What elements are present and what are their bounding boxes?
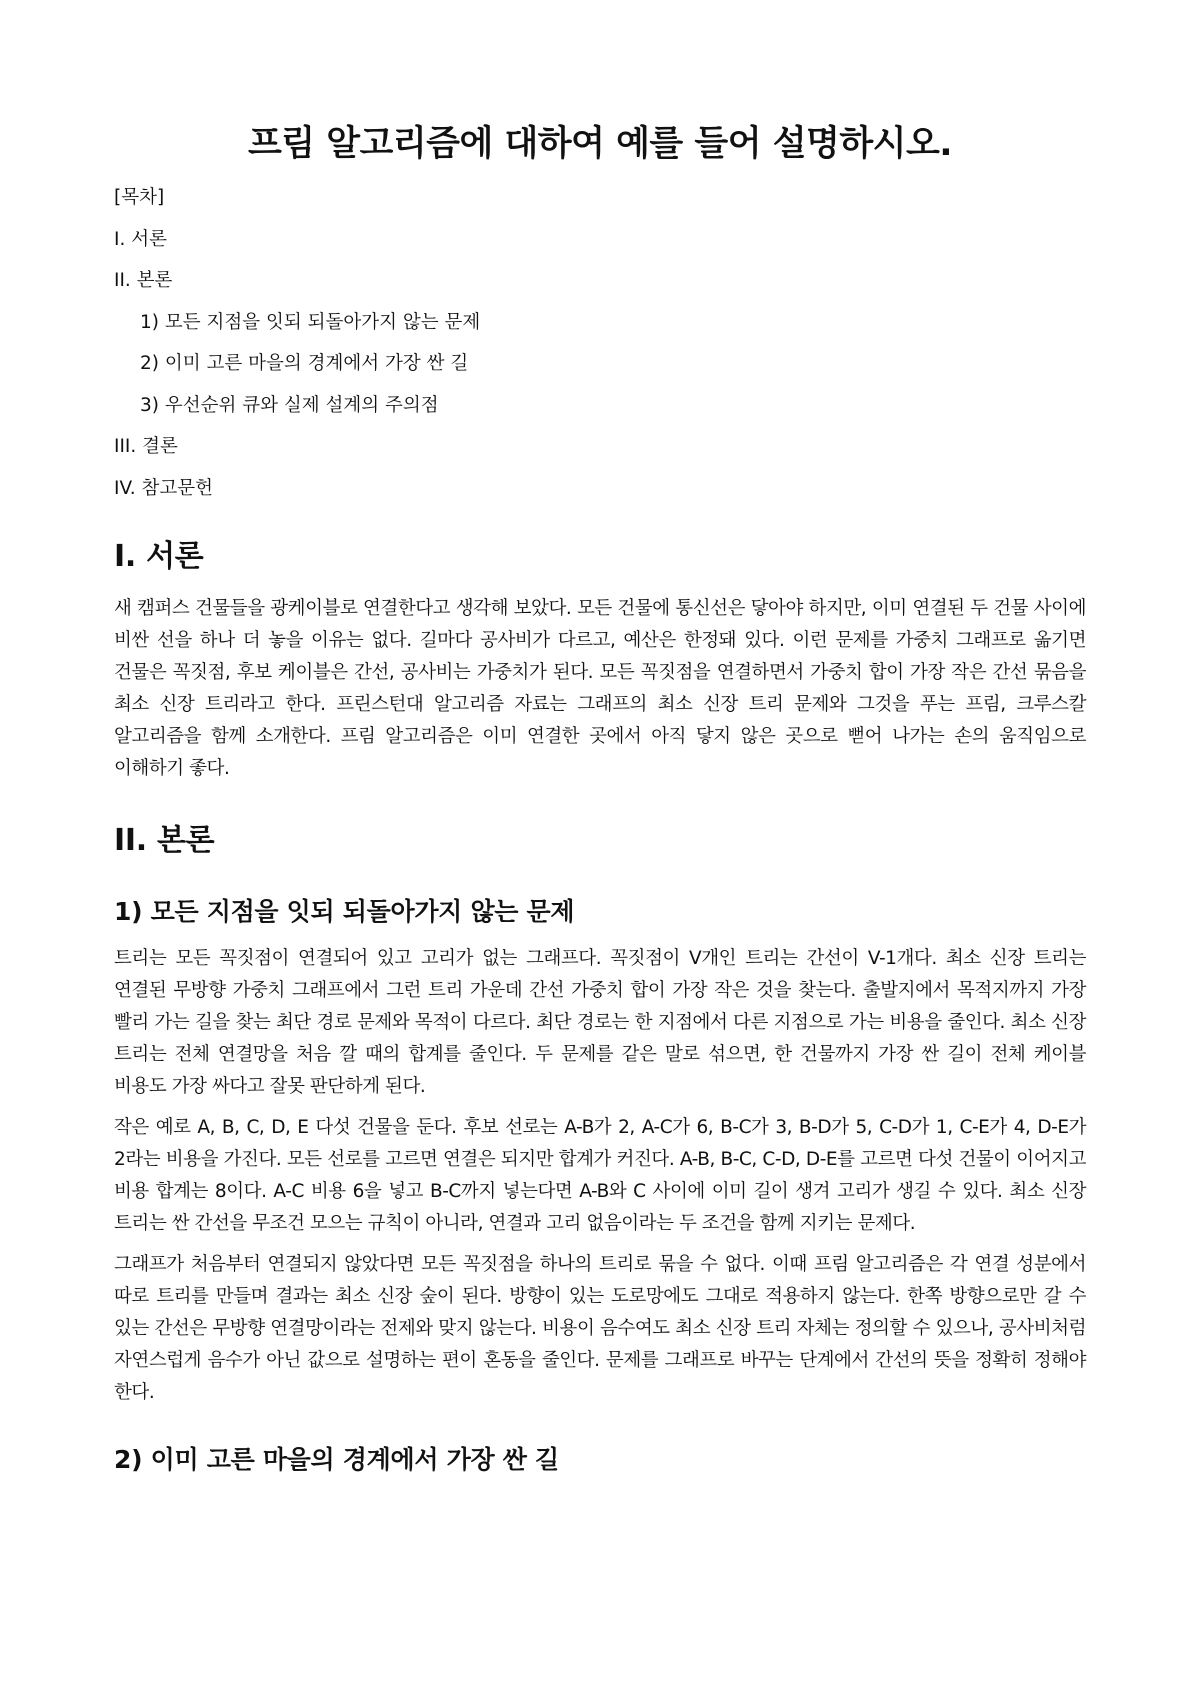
section-heading-intro: I. 서론 bbox=[114, 538, 204, 574]
body-paragraph-3: 그래프가 처음부터 연결되지 않았다면 모든 꼭짓점을 하나의 트리로 묶을 수 없다. 이때 프림 알고리즘은 각 연결 성분에서 따로 트리를 만들며 결과는 최소 신장 숲이 된다. 방향이 있는 도로망에도 그대로 적용하지 않는다. 한쪽 방향으로만 갈 수 있는 간선은 무방향 연결망이라는 전제와 맞지 않는다. 비용이 음수여도 최소 신장 트리 자체는 정의할 수 있으나, 공사비처럼 자연스럽게 음수가 아닌 값으로 설명하는 편이 혼동을 줄인다. 문제를 그래프로 바꾸는 단계에서 간선의 뜻을 정확히 정해야 한다. bbox=[114, 1253, 1086, 1403]
subsection-heading-1: 1) 모든 지점을 잇되 되돌아가지 않는 문제 bbox=[114, 896, 575, 926]
toc-item-intro: I. 서론 bbox=[114, 228, 167, 250]
toc-item-body: II. 본론 bbox=[114, 270, 173, 291]
toc-item-conclusion: III. 결론 bbox=[114, 436, 178, 457]
subsection-heading-2: 2) 이미 고른 마을의 경계에서 가장 싼 길 bbox=[114, 1444, 559, 1474]
toc-item-references: IV. 참고문헌 bbox=[114, 477, 213, 499]
body-paragraph-1: 트리는 모든 꼭짓점이 연결되어 있고 고리가 없는 그래프다. 꼭짓점이 V개인 트리는 간선이 V-1개다. 최소 신장 트리는 연결된 무방향 가중치 그래프에서 그런 트리 가운데 간선 가중치 합이 가장 작은 것을 찾는다. 출발지에서 목적지까지 가장 빨리 가는 길을 찾는 최단 경로 문제와 목적이 다르다. 최단 경로는 한 지점에서 다른 지점으로 가는 비용을 줄인다. 최소 신장 트리는 전체 연결망을 처음 깔 때의 합계를 줄인다. 두 문제를 같은 말로 섞으면, 한 건물까지 가장 싼 길이 전체 케이블 비용도 가장 싸다고 잘못 판단하게 된다. bbox=[114, 947, 1086, 1097]
body-paragraph-2: 작은 예로 A, B, C, D, E 다섯 건물을 둔다. 후보 선로는 A-B가 2, A-C가 6, B-C가 3, B-D가 5, C-D가 1, C-E가 4, D-E가 2라는 비용을 가진다. 모든 선로를 고르면 연결은 되지만 합계가 커진다. A-B, B-C, C-D, D-E를 고르면 다섯 건물이 이어지고 비용 합계는 8이다. A-C 비용 6을 넣고 B-C까지 넣는다면 A-B와 C 사이에 이미 길이 생겨 고리가 생길 수 있다. 최소 신장 트리는 싼 간선을 무조건 모으는 규칙이 아니라, 연결과 고리 없음이라는 두 조건을 함께 지키는 문제다. bbox=[114, 1116, 1086, 1234]
toc-item-body-1: 1) 모든 지점을 잇되 되돌아가지 않는 문제 bbox=[140, 311, 481, 333]
section-heading-body: II. 본론 bbox=[114, 822, 215, 858]
document-title: 프림 알고리즘에 대하여 예를 들어 설명하시오. bbox=[247, 124, 953, 164]
toc-item-body-2: 2) 이미 고른 마을의 경계에서 가장 싼 길 bbox=[140, 353, 469, 374]
table-of-contents bbox=[114, 186, 1086, 501]
toc-heading: [목차] bbox=[114, 187, 165, 208]
intro-paragraph: 새 캠퍼스 건물들을 광케이블로 연결한다고 생각해 보았다. 모든 건물에 통신선은 닿아야 하지만, 이미 연결된 두 건물 사이에 비싼 선을 하나 더 놓을 이유는 없다. 길마다 공사비가 다르고, 예산은 한정돼 있다. 이런 문제를 가중치 그래프로 옮기면 건물은 꼭짓점, 후보 케이블은 간선, 공사비는 가중치가 된다. 모든 꼭짓점을 연결하면서 가중치 합이 가장 작은 간선 묶음을 최소 신장 트리라고 한다. 프린스턴대 알고리즘 자료는 그래프의 최소 신장 트리 문제와 그것을 푸는 프림, 크루스칼 알고리즘을 함께 소개한다. 프림 알고리즘은 이미 연결한 곳에서 아직 닿지 않은 곳으로 뻗어 나가는 손의 움직임으로 이해하기 좋다. bbox=[114, 597, 1086, 779]
toc-item-body-3: 3) 우선순위 큐와 실제 설계의 주의점 bbox=[140, 394, 439, 416]
